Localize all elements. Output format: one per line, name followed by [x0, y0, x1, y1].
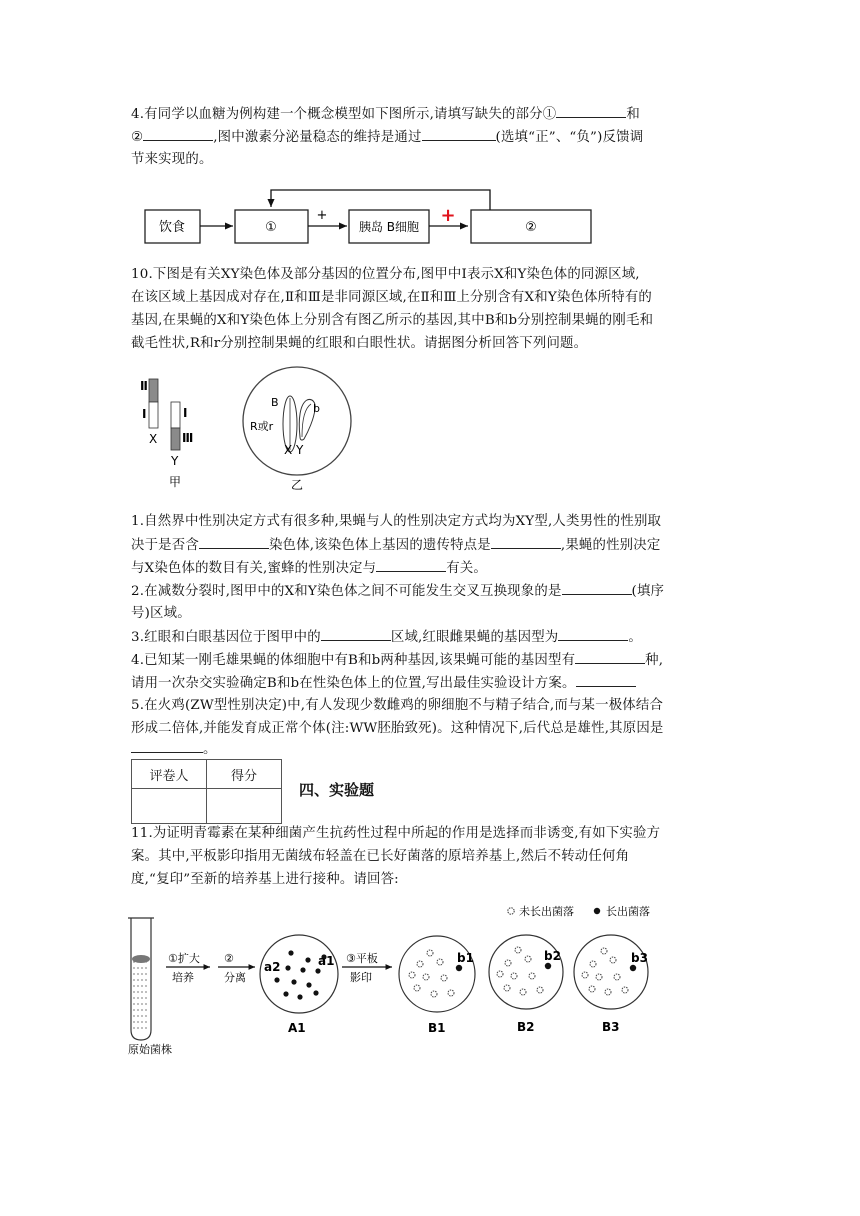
answer-blank — [422, 126, 496, 141]
sub1-line1: 1.自然界中性别决定方式有很多种,果蝇与人的性别决定方式均为XY型,人类男性的性别取 — [131, 514, 662, 529]
score-table — [131, 759, 282, 824]
answer-blank — [562, 580, 632, 595]
step2-label-bottom: 分离 — [224, 971, 246, 984]
sub-text: 染色体,该染色体上基因的遗传特点是 — [268, 538, 491, 553]
label-B: B — [271, 396, 279, 409]
answer-blank — [131, 738, 203, 753]
sub1-line3 — [131, 557, 731, 581]
answer-blank — [576, 672, 636, 687]
dish-B2-label: B2 — [517, 1020, 535, 1034]
sub-text: 4.已知某一刚毛雄果蝇的体细胞中有B和b两种基因,该果蝇可能的基因型有 — [131, 653, 576, 668]
sub1-line2 — [131, 534, 731, 558]
original-strain-label: 原始菌株 — [128, 1043, 172, 1056]
sub-text: 2.在减数分裂时,图甲中的X和Y染色体之间不可能发生交叉互换现象的是 — [131, 584, 562, 599]
flow-feedback-line — [271, 190, 490, 210]
flow-box-diet-label: 饮食 — [158, 220, 186, 235]
q4-text: 和 — [626, 107, 640, 122]
sub-text: 。 — [628, 630, 642, 645]
sub2-line1 — [131, 580, 731, 604]
q11-line3: 度,“复印”至新的培养基上进行接种。请回答: — [131, 872, 399, 887]
y-chromosome-region-I — [171, 402, 180, 428]
sub-text: 请用一次杂交实验确定B和b在性染色体上的位置,写出最佳实验设计方案。 — [131, 676, 576, 691]
answer-blank — [199, 534, 269, 549]
dish-A1-label: A1 — [288, 1021, 306, 1035]
step3-label-top: ③平板 — [346, 952, 378, 965]
legend-filled-label: 长出菌落 — [606, 905, 650, 918]
dish-B3-label: B3 — [602, 1020, 620, 1034]
sub-text: ,果蝇的性别决定 — [560, 538, 661, 553]
step1-label-bottom: 培养 — [172, 971, 194, 984]
step3-label-bottom: 影印 — [350, 971, 372, 984]
q10-line3: 基因,在果蝇的X和Y染色体上分别含有图乙所示的基因,其中B和b分别控制果蝇的刚毛和 — [131, 313, 654, 328]
q11-line2: 案。其中,平板影印指用无菌绒布轻盖在已长好菌落的原培养基上,然后不转动任何角 — [131, 849, 630, 864]
label-b: b — [313, 402, 320, 415]
colony-b1-label: b1 — [457, 951, 474, 965]
dish-B1-label: B1 — [428, 1021, 446, 1035]
sub-text: 。 — [203, 742, 217, 757]
flow-box-islet-label: 胰岛 B细胞 — [358, 220, 420, 234]
flow-plus-1: + — [316, 208, 328, 223]
test-tube-culture — [132, 955, 150, 963]
sub-text: 有关。 — [446, 561, 488, 576]
label-Y: Y — [171, 454, 179, 468]
q10-line4: 截毛性状,R和r分别控制果蝇的红眼和白眼性状。请据图分析回答下列问题。 — [131, 336, 588, 351]
sub5-line2: 形成二倍体,并能发育成正常个体(注:WW胚胎致死)。这种情况下,后代总是雄性,其原因是 — [131, 721, 664, 736]
sub3-line — [131, 626, 731, 650]
B2-grown-colony — [545, 963, 551, 969]
q4-line2 — [131, 126, 731, 150]
label-R-or-r: R或r — [250, 420, 274, 433]
y-chromosome-region-III — [171, 428, 180, 450]
q10-line1: 10.下图是有关XY染色体及部分基因的位置分布,图甲中Ⅰ表示X和Y染色体的同源区域, — [131, 267, 640, 282]
section-title: 四、实验题 — [299, 781, 375, 799]
B3-grown-colony — [630, 965, 636, 971]
label-I-right: Ⅰ — [183, 406, 188, 420]
answer-blank — [376, 557, 446, 572]
label-II: Ⅱ — [140, 379, 148, 393]
experiment-diagram — [128, 898, 688, 1058]
score-table-score-header: 得分 — [207, 760, 282, 789]
label-I-left: Ⅰ — [142, 407, 147, 421]
x-chromosome-region-II — [149, 379, 158, 402]
sub4-line2 — [131, 672, 731, 696]
colony-a2-label: a2 — [264, 960, 281, 974]
answer-blank — [556, 103, 626, 118]
sub-text: 决于是否含 — [131, 538, 199, 553]
legend-open-label: 未长出菌落 — [519, 905, 574, 918]
colony-a1-label: a1 — [318, 954, 335, 968]
answer-blank — [575, 649, 645, 664]
score-table-grader-cell — [132, 789, 207, 824]
sub-text: 3.红眼和白眼基因位于图甲中的 — [131, 630, 321, 645]
sub-text: (填序 — [631, 584, 665, 599]
q4-line3: 节来实现的。 — [131, 152, 213, 167]
x-chromosome-region-I — [149, 402, 158, 428]
chromosome-figure-jia — [136, 372, 206, 494]
caption-jia: 甲 — [169, 475, 182, 489]
blood-sugar-flow-diagram — [140, 185, 610, 251]
legend-open-colony-icon — [508, 908, 514, 914]
colony-b3-label: b3 — [631, 951, 648, 965]
q4-text: 4.有同学以血糖为例构建一个概念模型如下图所示,请填写缺失的部分① — [131, 107, 557, 122]
petri-dish-A1 — [260, 935, 338, 1013]
legend-filled-colony-icon — [594, 908, 600, 914]
answer-blank — [491, 534, 561, 549]
label-III: Ⅲ — [182, 431, 194, 445]
flow-box-2-label: ② — [525, 220, 537, 235]
colony-b2-label: b2 — [544, 949, 561, 963]
sub-text: 区域,红眼雌果蝇的基因型为 — [390, 630, 559, 645]
label-XY: X Y — [284, 443, 304, 457]
answer-blank — [143, 126, 213, 141]
flow-box-1-label: ① — [265, 220, 277, 235]
caption-yi: 乙 — [291, 478, 304, 492]
sub-text: 种, — [645, 653, 664, 668]
q4-text: (选填“正”、“负”)反馈调 — [495, 130, 644, 145]
score-table-score-cell — [207, 789, 282, 824]
sub5-line1: 5.在火鸡(ZW型性别决定)中,有人发现少数雌鸡的卵细胞不与精子结合,而与某一极体结合 — [131, 698, 664, 713]
step2-label-top: ② — [224, 952, 234, 965]
sub-text: 与X染色体的数目有关,蜜蜂的性别决定与 — [131, 561, 377, 576]
q4-text: ,图中激素分泌量稳态的维持是通过 — [213, 130, 422, 145]
q4-line1 — [131, 103, 731, 127]
sub5-line3 — [131, 738, 731, 762]
score-table-grader-header: 评卷人 — [132, 760, 207, 789]
answer-blank — [558, 626, 628, 641]
q11-line1: 11.为证明青霉素在某种细菌产生抗药性过程中所起的作用是选择而非诱变,有如下实验方 — [131, 826, 661, 841]
sub4-line1 — [131, 649, 731, 673]
B1-grown-colony — [456, 965, 462, 971]
label-X: X — [149, 432, 158, 446]
flow-plus-2: + — [440, 205, 456, 226]
sub2-line2: 号)区域。 — [131, 606, 191, 621]
step1-label-top: ①扩大 — [168, 952, 200, 965]
q4-text: ② — [131, 130, 144, 145]
chromosome-figure-yi — [240, 364, 360, 496]
answer-blank — [321, 626, 391, 641]
q10-line2: 在该区域上基因成对存在,Ⅱ和Ⅲ是非同源区域,在Ⅱ和Ⅲ上分别含有X和Y染色体所特有的 — [131, 290, 653, 305]
